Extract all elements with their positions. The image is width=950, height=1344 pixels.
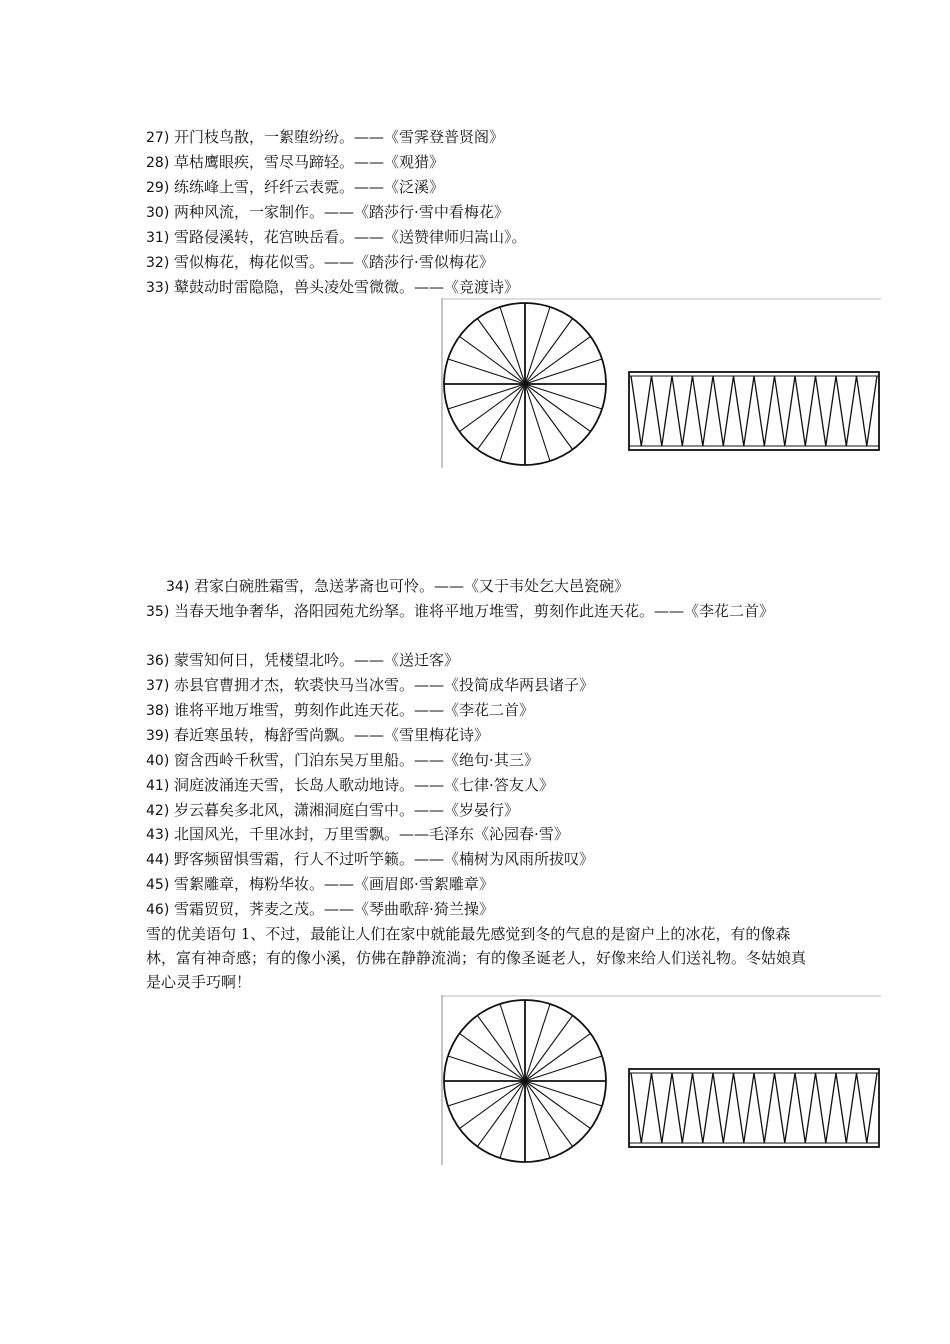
list-item: 28) 草枯鹰眼疾，雪尽马蹄轻。——《观猎》 [146,153,445,171]
list-item: 45) 雪絮雕章，梅粉华妆。——《画眉郎·雪絮雕章》 [146,875,494,893]
list-item: 37) 赤县官曹拥才杰，软裘快马当冰雪。——《投简成华两县诸子》 [146,676,595,694]
wheel-zigzag-drawing [441,298,881,468]
list-item: 32) 雪似梅花，梅花似雪。——《踏莎行·雪似梅花》 [146,253,494,271]
wheel-zigzag-figure [441,995,881,1165]
spoked-wheel-icon [444,303,606,465]
list-item: 39) 春近寒虽转，梅舒雪尚飘。——《雪里梅花诗》 [146,726,490,744]
list-item: 35) 当春天地争奢华，洛阳园苑尤纷拏。谁将平地万堆雪，剪刻作此连天花。——《李花二首》 [146,602,775,620]
list-item: 38) 谁将平地万堆雪，剪刻作此连天花。——《李花二首》 [146,701,535,719]
closing-paragraph: 雪的优美语句 1、不过，最能让人们在家中就能最先感觉到冬的气息的是窗户上的冰花，有的像森林，富有神奇感；有的像小溪，仿佛在静静流淌；有的像圣诞老人，好像来给人们送礼物。冬姑娘真是心灵手巧啊！ [146,925,807,991]
list-item: 42) 岁云暮矣多北风，潇湘洞庭白雪中。——《岁晏行》 [146,801,520,819]
list-item: 33) 鼙鼓动时雷隐隐，兽头凌处雪微微。——《竞渡诗》 [146,278,520,296]
list-item: 27) 开门枝鸟散，一絮堕纷纷。——《雪霁登普贤阁》 [146,128,505,146]
list-item: 31) 雪路侵溪转，花宫映岳看。——《送赞律师归嵩山》。 [146,228,527,246]
zigzag-line [631,376,877,446]
wheel-zigzag-figure [441,298,881,468]
list-item: 34) 君家白碗胜霜雪，急送茅斋也可怜。——《又于韦处乞大邑瓷碗》 [166,577,630,595]
list-item: 30) 两种风流，一家制作。——《踏莎行·雪中看梅花》 [146,203,509,221]
list-item: 36) 蒙雪知何日，凭楼望北吟。——《送迁客》 [146,651,460,669]
spoked-wheel-icon [444,1000,606,1162]
list-item: 40) 窗含西岭千秋雪，门泊东吴万里船。——《绝句·其三》 [146,751,539,769]
list-item: 41) 洞庭波涌连天雪，长岛人歌动地诗。——《七律·答友人》 [146,776,554,794]
wheel-zigzag-drawing [441,995,881,1165]
list-item: 46) 雪霜贸贸，荠麦之茂。——《琴曲歌辞·猗兰操》 [146,900,494,918]
zigzag-line [631,1073,877,1143]
list-item: 43) 北国风光，千里冰封，万里雪飘。——毛泽东《沁园春·雪》 [146,825,569,843]
list-item: 44) 野客频留惧雪霜，行人不过听竽籁。——《楠树为风雨所拔叹》 [146,850,595,868]
list-item: 29) 练练峰上雪，纤纤云表霓。——《泛溪》 [146,178,445,196]
